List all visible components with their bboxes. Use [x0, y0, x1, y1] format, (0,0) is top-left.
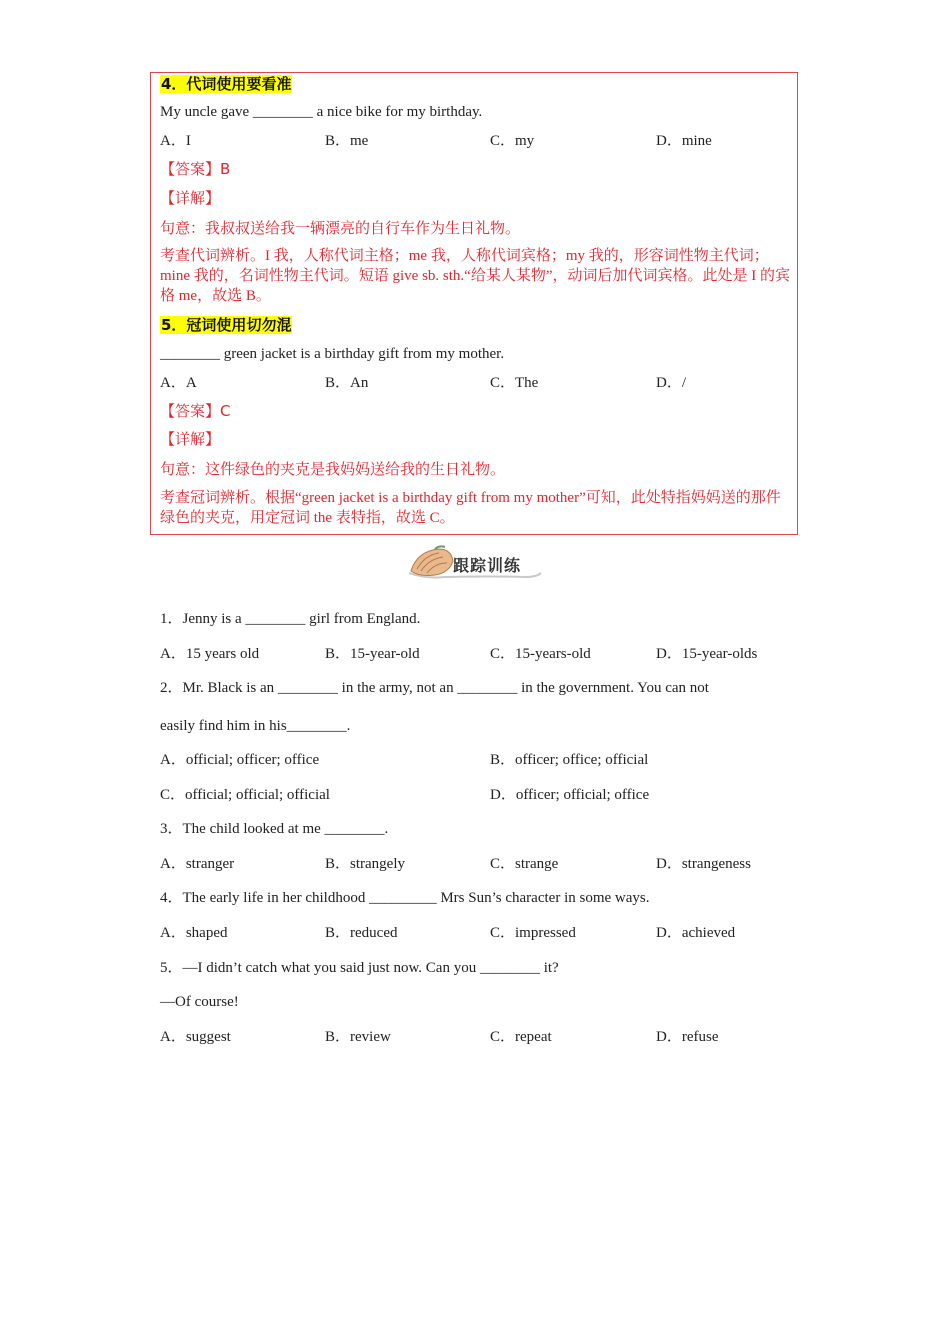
q3-stem: 3．The child looked at me ________. [160, 821, 389, 837]
q2-option-a: A．official; officer; office [160, 752, 320, 768]
q5-stem: 5．—I didn’t catch what you said just now. Can you ________ it? [160, 960, 559, 976]
section4-option-c: C．my [490, 133, 535, 149]
q1-stem: 1．Jenny is a ________ girl from England. [160, 611, 421, 627]
section5-question: ________ green jacket is a birthday gift from my mother. [160, 346, 505, 362]
q4-option-a: A．shaped [160, 925, 228, 941]
section5-option-a: A．A [160, 375, 197, 391]
section5-analysis: 考查冠词辨析。根据“green jacket is a birthday gift from my mother”可知，此处特指妈妈送的那件绿色的夹克，用定冠词 the 表特指，故选 C。 [160, 490, 781, 526]
section5-option-d: D．/ [656, 375, 687, 391]
q5-option-c: C．repeat [490, 1029, 552, 1045]
q2-option-b: B．officer; office; official [490, 752, 649, 768]
q4-stem: 4．The early life in her childhood _________ Mrs Sun’s character in some ways. [160, 890, 650, 906]
q2-option-c: C．official; official; official [160, 787, 330, 803]
section5-option-b: B．An [325, 375, 369, 391]
section4-heading: 4．代词使用要看准 [161, 75, 292, 93]
q1-option-b: B．15-year-old [325, 646, 420, 662]
q1-option-a: A．15 years old [160, 646, 260, 662]
q4-option-c: C．impressed [490, 925, 576, 941]
q3-option-d: D．strangeness [656, 856, 751, 872]
section5-meaning: 句意：这件绿色的夹克是我妈妈送给我的生日礼物。 [160, 460, 506, 478]
section5-detail-label: 【详解】 [160, 430, 221, 448]
section5-answer: 【答案】C [160, 402, 231, 420]
q2-stem-continued: easily find him in his________. [160, 718, 351, 734]
section4-detail-label: 【详解】 [160, 189, 221, 207]
section4-option-a: A．I [160, 133, 191, 149]
q2-option-d: D．officer; official; office [490, 787, 650, 803]
section4-answer: 【答案】B [160, 160, 231, 178]
section4-question: My uncle gave ________ a nice bike for my birthday. [160, 104, 483, 120]
q5-option-b: B．review [325, 1029, 391, 1045]
section4-meaning: 句意：我叔叔送给我一辆漂亮的自行车作为生日礼物。 [160, 219, 521, 237]
q3-option-c: C．strange [490, 856, 559, 872]
q3-option-a: A．stranger [160, 856, 235, 872]
section4-analysis: 考查代词辨析。I 我，人称代词主格；me 我，人称代词宾格；my 我的，形容词性物主代词；mine 我的，名词性物主代词。短语 give sb. sth.“给某人某物”，动词后加代词宾格。此处是 I 的宾格 me，故选 B。 [160, 248, 790, 304]
section4-option-d: D．mine [656, 133, 712, 149]
q4-option-d: D．achieved [656, 925, 736, 941]
section5-option-c: C．The [490, 375, 539, 391]
q5-reply: —Of course! [160, 994, 239, 1010]
section5-heading: 5．冠词使用切勿混 [161, 316, 292, 334]
training-title: 跟踪训练 [453, 556, 522, 575]
q4-option-b: B．reduced [325, 925, 398, 941]
q3-option-b: B．strangely [325, 856, 405, 872]
q5-option-d: D．refuse [656, 1029, 719, 1045]
q1-option-d: D．15-year-olds [656, 646, 758, 662]
section4-option-b: B．me [325, 133, 369, 149]
q1-option-c: C．15-years-old [490, 646, 591, 662]
q2-stem: 2．Mr. Black is an ________ in the army, not an ________ in the government. You can not [160, 680, 709, 696]
q5-option-a: A．suggest [160, 1029, 231, 1045]
